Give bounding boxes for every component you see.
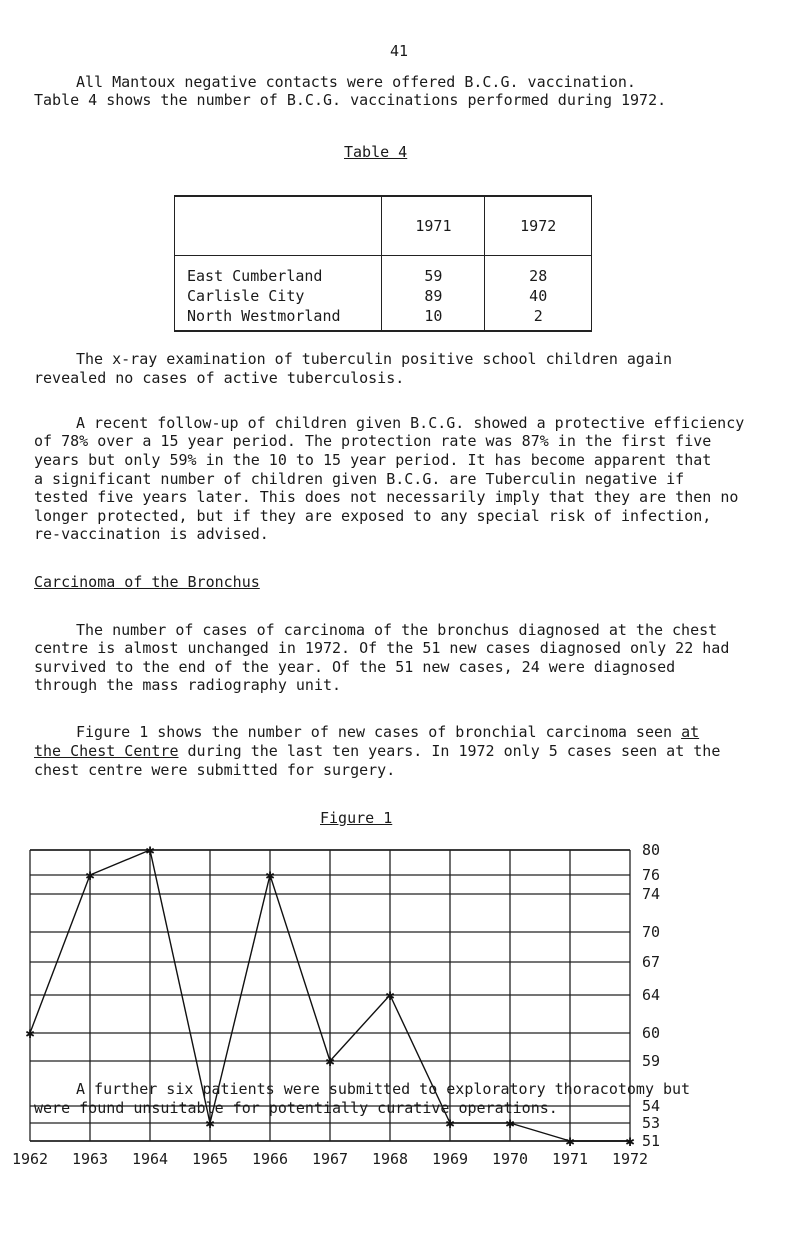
carcinoma-line-1: The number of cases of carcinoma of the bronchus diagnosed at the chest [76,621,718,639]
followup-line-6: longer protected, but if they are exposed to any special risk of infection, [34,507,712,525]
data-point-1963: ✱ [85,866,95,884]
x-tick-label: 1962 [11,1150,49,1168]
table-header-1971: 1971 [382,196,485,256]
table-cell: 40 [485,286,592,306]
followup-line-1: A recent follow-up of children given B.C.G. showed a protective efficiency [76,414,745,432]
table-header-1972: 1972 [485,196,592,256]
intro-line-2: Table 4 shows the number of B.C.G. vaccinations performed during 1972. [34,91,667,109]
carcinoma-line-3: survived to the end of the year. Of the 51 new cases, 24 were diagnosed [34,658,676,676]
x-tick-label: 1964 [131,1150,169,1168]
carcinoma-line-2: centre is almost unchanged in 1972. Of the 51 new cases diagnosed only 22 had [34,639,730,657]
y-tick-label: 76 [642,866,661,884]
x-tick-label: 1968 [371,1150,409,1168]
figure-caption: Figure 1 [320,809,393,827]
carcinoma-line-4: through the mass radiography unit. [34,676,342,694]
followup-line-4: a significant number of children given B.C.G. are Tuberculin negative if [34,470,685,488]
data-point-1964: ✱ [145,841,155,859]
chart-y-tick-labels [642,841,660,1150]
table-cell: 59 [424,267,443,285]
series-segment [330,995,390,1061]
final-line-1: A further six patients were submitted to exploratory thoracotomy but [76,1080,691,1098]
followup-line-5: tested five years later. This does not necessarily imply that they are then no [34,488,739,506]
x-tick-label: 1963 [71,1150,109,1168]
data-point-1972: ✱ [625,1132,635,1150]
y-tick-label: 67 [642,953,661,971]
data-point-1971: ✱ [565,1132,575,1150]
table-cell: 89 [424,287,443,305]
figure-para-line-3: chest centre were submitted for surgery. [34,761,396,779]
y-tick-label: 74 [642,885,661,903]
y-tick-label: 80 [642,841,661,859]
figure-para-underlined-chest-centre: the Chest Centre [34,742,179,760]
data-point-1962: ✱ [25,1024,35,1042]
data-point-1968: ✱ [385,986,395,1004]
y-tick-label: 54 [642,1097,661,1115]
xray-line-2: revealed no cases of active tuberculosis. [34,369,405,387]
table-caption: Table 4 [344,143,408,161]
xray-line-1: The x-ray examination of tuberculin positive school children again [76,350,673,368]
table-row-label: North Westmorland [175,306,382,331]
section-heading-carcinoma: Carcinoma of the Bronchus [34,573,260,591]
final-line-2: were found unsuitable for potentially curative operations. [34,1099,558,1117]
series-segment [90,850,150,875]
x-tick-label: 1970 [491,1150,529,1168]
y-tick-label: 59 [642,1052,661,1070]
x-tick-label: 1971 [551,1150,589,1168]
figure-para-text: during the last ten years. In 1972 only 5 cases seen at the [178,742,721,760]
followup-line-3: years but only 59% in the 10 to 15 year period. It has become apparent that [34,451,712,469]
data-point-1970: ✱ [505,1114,515,1132]
data-point-1965: ✱ [205,1114,215,1132]
page-number: 41 [390,42,409,60]
series-segment [30,875,90,1033]
y-tick-label: 70 [642,923,661,941]
intro-line-1: All Mantoux negative contacts were offered B.C.G. vaccination. [76,73,636,91]
followup-line-7: re-vaccination is advised. [34,525,269,543]
data-point-1967: ✱ [325,1052,335,1070]
x-tick-label: 1969 [431,1150,469,1168]
table-row-label: Carlisle City [175,286,382,306]
x-tick-label: 1965 [191,1150,229,1168]
y-tick-label: 53 [642,1114,661,1132]
table-cell: 28 [485,256,592,287]
chart-x-tick-labels [12,1150,648,1168]
x-tick-label: 1966 [251,1150,289,1168]
series-segment [510,1123,570,1141]
followup-line-2: of 78% over a 15 year period. The protection rate was 87% in the first five [34,432,712,450]
y-tick-label: 51 [642,1132,661,1150]
figure-para-text: Figure 1 shows the number of new cases of bronchial carcinoma seen [76,723,682,741]
table-cell: 10 [382,306,485,331]
figure-para-underlined-at: at [681,723,700,741]
data-point-1969: ✱ [445,1114,455,1132]
y-tick-label: 60 [642,1024,661,1042]
table-cell: 2 [485,306,592,331]
data-point-1966: ✱ [265,866,275,884]
table-row-label: East Cumberland [175,256,382,287]
y-tick-label: 64 [642,986,661,1004]
x-tick-label: 1972 [611,1150,649,1168]
x-tick-label: 1967 [311,1150,349,1168]
